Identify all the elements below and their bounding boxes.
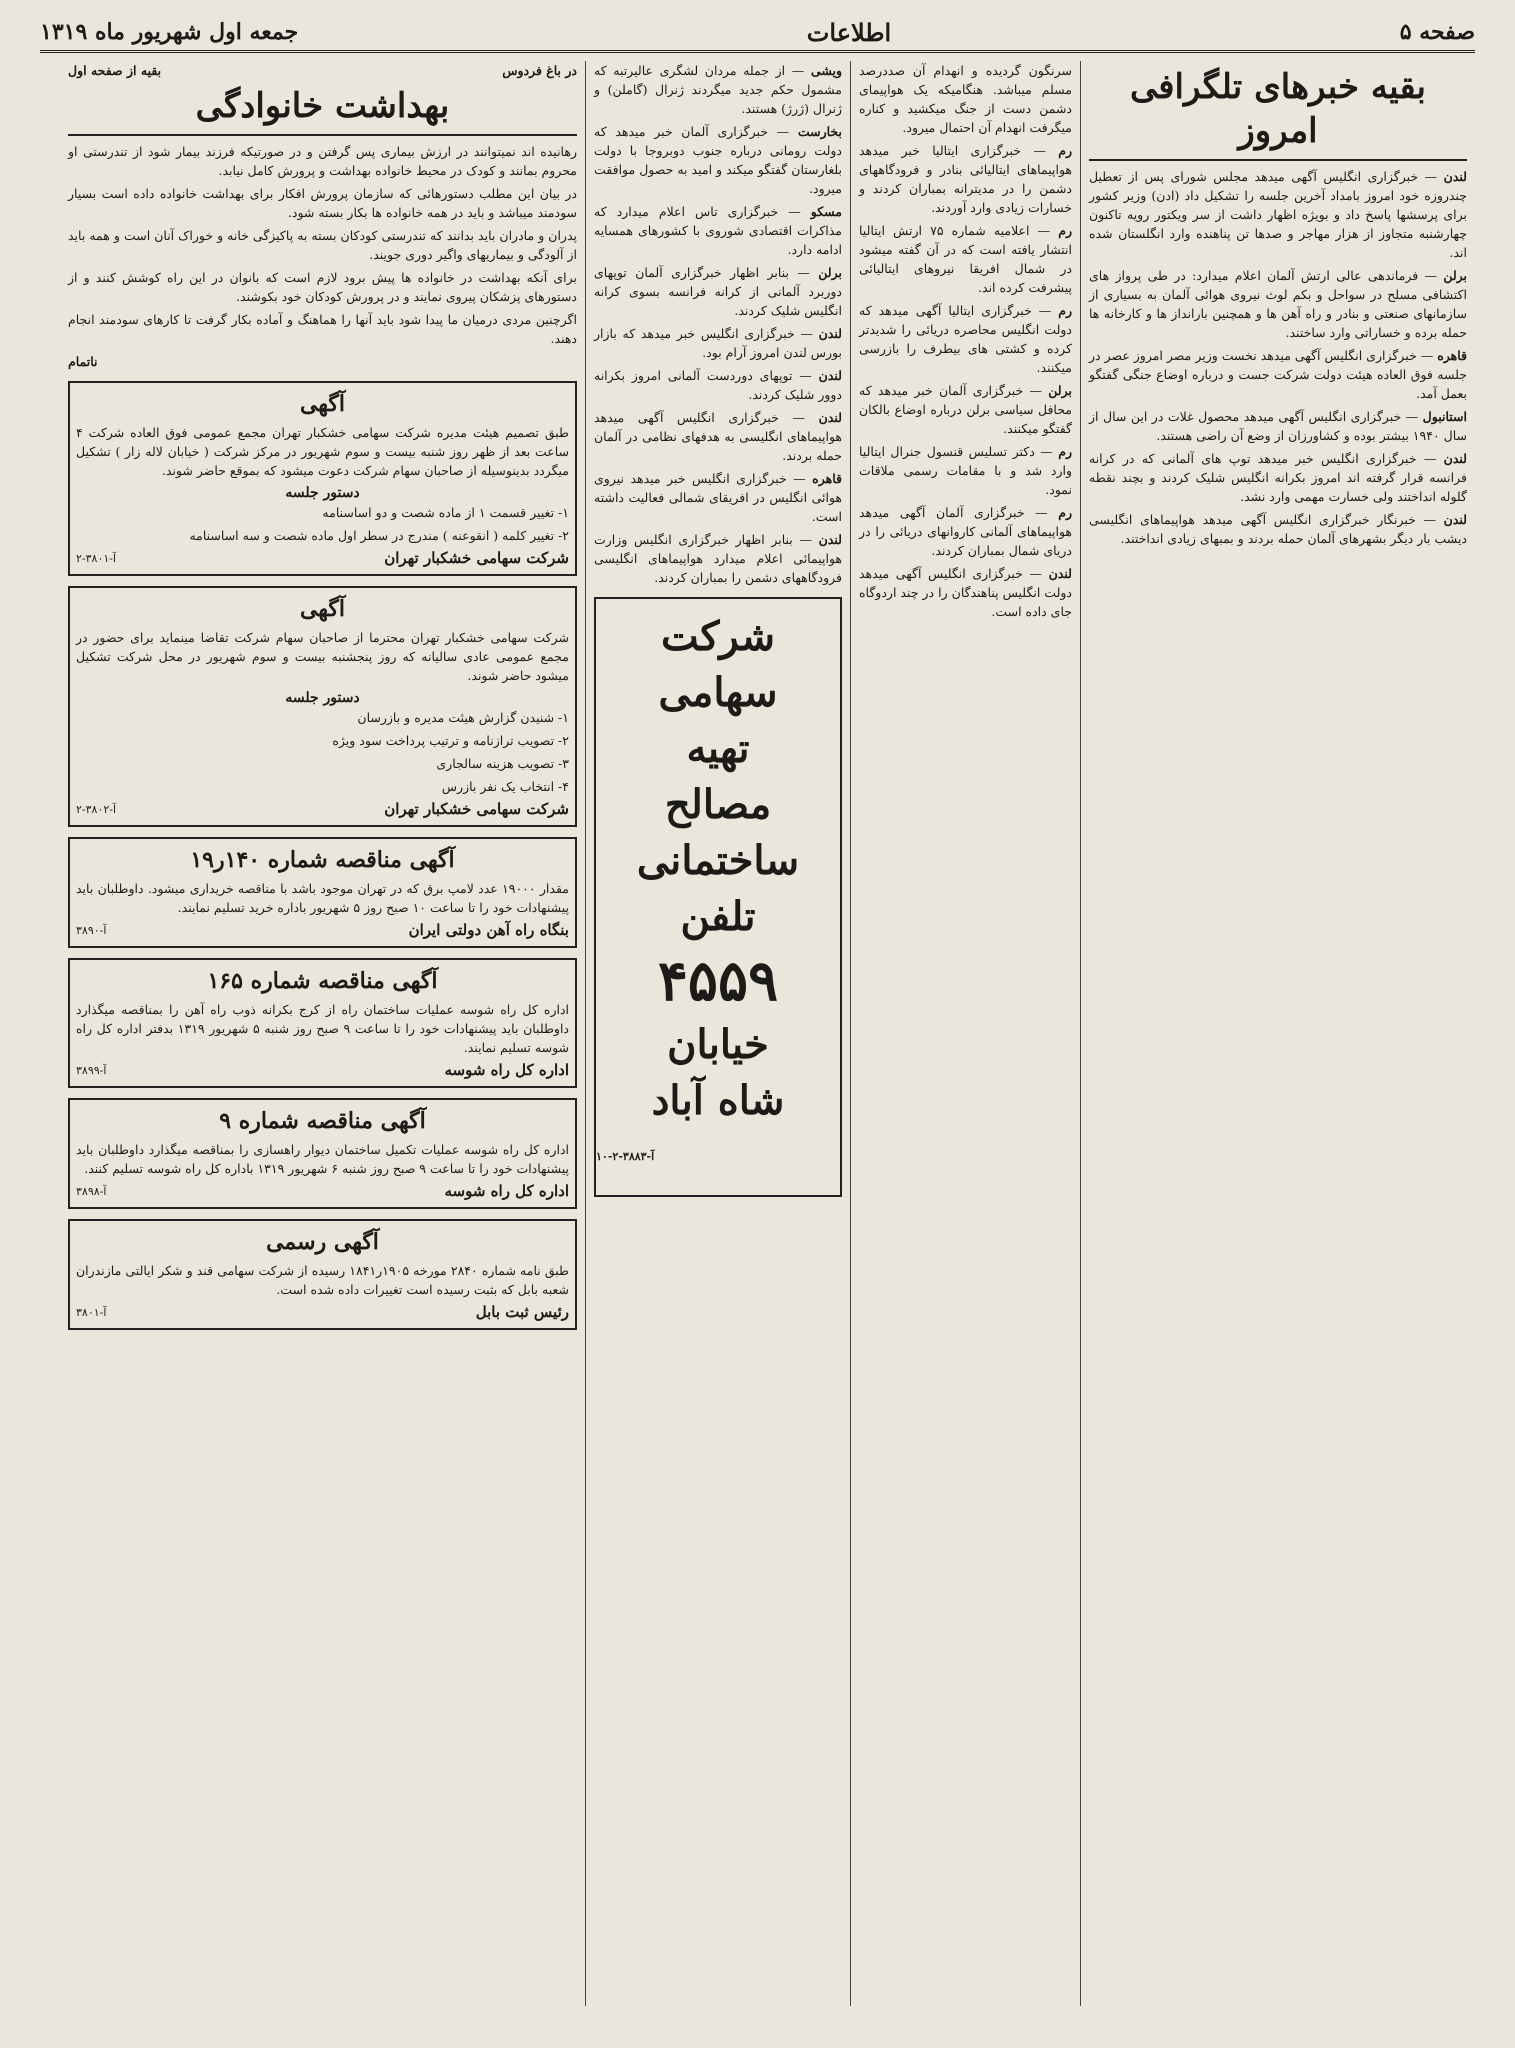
news-column-3 — [585, 61, 850, 2006]
dateline: رم — [1058, 303, 1072, 318]
telegram-headline: بقیه خبرهای تلگرافی امروز — [1089, 65, 1467, 161]
news-item: لندن — خبرگزاری انگلیس خبر میدهد توپ های آلمانی که در کرانه فرانسه قرار گرفته اند امروز بکرانه انگلیس شلیک کردند و بچند نقطه گلوله انداختند ولی خسارت مهمی وارد نشد. — [1089, 451, 1467, 504]
news-item: لندن — خبرگزاری انگلیس آگهی میدهد دولت انگلیس پناهندگان را در چند اردوگاه جای داده است. — [859, 566, 1072, 619]
news-item: رم — خبرگزاری آلمان آگهی میدهد هواپیماهای آلمانی کاروانهای دریائی را در دریای شمال بمباران کردند. — [859, 505, 1072, 558]
agenda-item: ۲- تصویب ترازنامه و ترتیب پرداخت سود ویژه — [332, 733, 569, 748]
article-signature: ناتمام — [68, 354, 98, 369]
news-text: خبرگزاری انگلیس آگهی میدهد دولت انگلیس پناهندگان را در چند اردوگاه جای داده است. — [859, 566, 1072, 619]
tender-9-ad — [68, 1098, 577, 1209]
news-item: رم — خبرگزاری ایتالیا خبر میدهد هواپیماهای ایتالیائی بنادر و فرودگاههای دشمن را در مدیترانه بمباران کردند و خسارات زیادی وارد آوردند. — [859, 143, 1072, 215]
dateline: لندن — [1443, 512, 1467, 527]
news-text: خبرگزاری ایتالیا آگهی میدهد که دولت انگلیس محاصره دریائی را شدیدتر کرده و کشتی های بیطرف را بازرسی میکنند. — [859, 303, 1072, 375]
dateline: لندن — [818, 326, 842, 341]
ad-body: شرکت سهامی خشکبار تهران محترما از صاحبان سهام شرکت تقاضا مینماید برای حضور در مجمع عمومی عادی سالیانه که روز پنجشنبه بیست و سوم شهریور در محل شرکت تشکیل میشود حاضر شوند. — [76, 630, 569, 683]
ad-footer — [76, 1061, 569, 1080]
article-paragraph: رهانیده اند نمیتوانند در ارزش بیماری پس گرفتن و در صورتیکه فرزند بیمار شود از تندرستی او محروم بمانند و کودک در محیط خانواده بهداشت و پرورش کامل نیابد. — [68, 144, 577, 178]
signatory: رئیس ثبت بابل — [475, 1303, 569, 1321]
news-text: فرماندهی عالی ارتش آلمان اعلام میدارد: در طی پرواز های اکتشافی مسلح در سواحل و بکم لوث نیروی هوائی آلمان به بسیاری از سازمانهای صنعتی و بنادر و راه آهن ها و همچنین بارانداز ها و کارخانه ها حمله برده و خساراتی وارد ساختند. — [1089, 268, 1467, 340]
ad-line: ساختمانی — [636, 837, 800, 884]
news-text: خبرگزاری آلمان آگهی میدهد هواپیماهای آلمانی کاروانهای دریائی را در دریای شمال بمباران کردند. — [859, 505, 1072, 558]
news-column-2 — [850, 61, 1080, 2006]
news-text: خبرگزاری تاس اعلام میدارد که مذاکرات اقتصادی شوروی با کشورهای همسایه ادامه دارد. — [594, 204, 842, 257]
news-text: دکتر تسلیس قنسول جنرال ایتالیا وارد شد و با مقامات رسمی ملاقات نمود. — [859, 444, 1072, 497]
company-name: اداره کل راه شوسه — [444, 1061, 569, 1079]
article-paragraph: برای آنکه بهداشت در خانواده ها پیش برود لازم است که بانوان در این راه کوشش کنند و از دستورهای پزشکان پیروی نمایند و در پرورش کودکان خود بکوشند. — [68, 270, 577, 304]
agenda-item: ۲- تغییر کلمه ( انقوعنه ) مندرج در سطر اول ماده شصت و سه اساسنامه — [189, 528, 569, 543]
notice-ad-1 — [68, 381, 577, 576]
tender-165-ad — [68, 958, 577, 1088]
news-item: لندن — توپهای دوردست آلمانی امروز بکرانه دوور شلیک کردند. — [594, 368, 842, 402]
news-text: خبرگزاری انگلیس خبر میدهد که بازار بورس لندن امروز آرام بود. — [594, 326, 842, 360]
news-item: بخارست — خبرگزاری آلمان خبر میدهد که دولت رومانی درباره جنوب دوبروجا با دولت بلغارستان گفتگو میکند و امید به حصول موافقت میرود. — [594, 124, 842, 196]
news-item: رم — اعلامیه شماره ۷۵ ارتش ایتالیا انتشار یافته است که در آن گفته میشود در شمال افریقا نیروهای ایتالیائی پیشرفت کرده اند. — [859, 223, 1073, 295]
ad-body: اداره کل راه شوسه عملیات ساختمان راه از کرج بکرانه ذوب راه آهن را بمناقصه میگذارد داوطلبان باید پیشنهادات خود را تا ساعت ۹ صبح روز شنبه ۵ شهریور ۱۳۱۹ بدفتر اداره کل راه شوسه تسلیم نمایند. — [76, 1002, 569, 1055]
news-item: برلن — فرماندهی عالی ارتش آلمان اعلام میدارد: در طی پرواز های اکتشافی مسلح در سواحل و بکم لوث نیروی هوائی آلمان به بسیاری از سازمانهای صنعتی و بنادر و راه آهن ها و همچنین بارانداز ها و کارخانه ها حمله برده و خساراتی وارد ساختند. — [1089, 268, 1468, 340]
tender-140-ad — [68, 837, 577, 948]
news-text: خبرگزاری انگلیس آگهی میدهد محصول غلات در این سال از سال ۱۹۴۰ بیشتر بوده و کشاورزان از وضع آن راضی هستند. — [1089, 409, 1467, 443]
ad-footer — [76, 1303, 569, 1322]
article-paragraph: پدران و مادران باید بدانند که تندرستی کودکان بسته به پاکیزگی خانه و خوراک آنان است و همه باید از آلودگی و بیماریهای واگیر دوری جویند. — [68, 228, 577, 262]
news-item: لندن — بنابر اظهار خبرگزاری انگلیس وزارت هواپیمائی اعلام میدارد هواپیماهای انگلیسی فرودگاههای دشمن را بمباران کردند. — [594, 532, 842, 585]
news-item: ویشی — از جمله مردان لشگری عالیرتبه که مشمول حکم جدید میگردند ژنرال (گاملن) و ژنرال (ژرژ) هستند. — [594, 63, 843, 116]
agenda-item: ۱- شنیدن گزارش هیئت مدیره و بازرسان — [357, 710, 569, 725]
news-text: خبرگزاری انگلیس آگهی میدهد نخست وزیر مصر امروز عصر در جلسه فوق العاده هیئت دولت شرکت جست و درباره اوضاع جنگی گفتگو بعمل آمد. — [1089, 348, 1467, 401]
news-item: برلن — خبرگزاری آلمان خبر میدهد که محافل سیاسی برلن درباره اوضاع بالکان گفتگو میکنند. — [859, 383, 1072, 436]
news-text: بنابر اظهار خبرگزاری آلمان توپهای دوربرد آلمانی از کرانه فرانسه بسوی کرانه انگلیس شلیک کردند. — [594, 265, 842, 318]
ad-footer — [76, 921, 569, 940]
ad-footer — [76, 800, 569, 819]
news-item: رم — خبرگزاری ایتالیا آگهی میدهد که دولت انگلیس محاصره دریائی را شدیدتر کرده و کشتی های بیطرف را بازرسی میکنند. — [859, 303, 1072, 375]
agenda-title: دستور جلسه — [285, 485, 360, 501]
ad-title: آگهی — [299, 391, 346, 417]
dateline: بخارست — [797, 124, 842, 139]
ad-code: آ-۳۸۹۰ — [76, 924, 107, 937]
news-item: استانبول — خبرگزاری انگلیس آگهی میدهد محصول غلات در این سال از سال ۱۹۴۰ بیشتر بوده و کشاورزان از وضع آن راضی هستند. — [1089, 409, 1467, 443]
news-text: خبرگزاری انگلیس خبر میدهد توپ های آلمانی که در کرانه فرانسه قرار گرفته اند امروز بکرانه انگلیس شلیک کردند و بچند نقطه گلوله انداختند ولی خسارت مهمی وارد نشد. — [1089, 451, 1467, 504]
ad-title: آگهی — [299, 596, 346, 622]
ad-title: آگهی مناقصه شماره ۹ — [219, 1108, 426, 1134]
ad-body: اداره کل راه شوسه عملیات تکمیل ساختمان دیوار راهسازی را بمناقصه میگذارد داوطلبان باید پیشنهادات خود را تا ساعت ۹ صبح روز شنبه ۶ شهریور ۱۳۱۹ باداره کل راه شوسه تسلیم کنند. — [76, 1142, 569, 1176]
news-item — [859, 61, 1072, 137]
ad-line: تهیه — [686, 725, 750, 772]
news-text: خبرگزاری آلمان خبر میدهد که محافل سیاسی برلن درباره اوضاع بالکان گفتگو میکنند. — [859, 383, 1072, 436]
company-name: شرکت سهامی خشکبار تهران — [384, 549, 569, 567]
news-text: بنابر اظهار خبرگزاری انگلیس وزارت هواپیمائی اعلام میدارد هواپیماهای انگلیسی فرودگاههای دشمن را بمباران کردند. — [594, 532, 842, 585]
article-column — [60, 61, 585, 2006]
ad-code: آ-۳۸۰۱-۲ — [76, 552, 117, 565]
ad-line: خیابان — [667, 1021, 769, 1068]
article-kicker: در باغ فردوس — [502, 63, 577, 78]
news-text: خبرنگار خبرگزاری انگلیس آگهی میدهد هواپیماهای انگلیسی دیشب بار دیگر بشهرهای آلمان حمله بردند و بمبهای زیادی انداختند. — [1089, 512, 1467, 546]
news-item: لندن — خبرگزاری انگلیس خبر میدهد که بازار بورس لندن امروز آرام بود. — [594, 326, 842, 360]
news-text: توپهای دوردست آلمانی امروز بکرانه دوور شلیک کردند. — [594, 368, 842, 402]
ad-title: آگهی رسمی — [266, 1229, 379, 1255]
page-number: صفحه ۵ — [1399, 19, 1475, 45]
news-item: قاهره — خبرگزاری انگلیس خبر میدهد نیروی هوائی انگلیس در افریقای شمالی فعالیت داشته است. — [594, 471, 842, 524]
ad-line: تلفن — [680, 893, 756, 940]
agenda-title: دستور جلسه — [285, 690, 360, 706]
ad-body: طبق تصمیم هیئت مدیره شرکت سهامی خشکبار تهران مجمع عمومی فوق العاده شرکت ۴ ساعت بعد از ظهر روز شنبه بیست و سوم شهریور در مرکز شرکت ( خیابان لاله زار ) تشکیل میگردد بدینوسیله از صاحبان سهام شرکت دعوت میشود که بموقع حاضر شوند. — [76, 425, 569, 478]
dateline: مسکو — [810, 204, 842, 219]
dateline: برلن — [1443, 268, 1468, 283]
ad-line: مصالح — [664, 781, 772, 828]
notice-ad-2 — [68, 586, 577, 827]
telegram-column — [1080, 61, 1475, 2006]
ad-footer — [76, 1182, 569, 1201]
ad-code: آ-۳۸۹۸ — [76, 1185, 107, 1198]
ad-code: آ-۳۸۹۹ — [76, 1064, 107, 1077]
article-paragraph: اگرچنین مردی درمیان ما پیدا شود باید آنها را هماهنگ و آماده بکار گرفت تا کارهای سودمند انجام دهند. — [68, 312, 577, 346]
ad-body: طبق نامه شماره ۲۸۴۰ مورخه ۱۹۰۵ر۱۸۴۱ رسیده از شرکت سهامی قند و شکر ایالتی مازندران شعبه بابل که بثبت رسیده است تغییرات داده شده است. — [76, 1263, 569, 1297]
news-item: رم — دکتر تسلیس قنسول جنرال ایتالیا وارد شد و با مقامات رسمی ملاقات نمود. — [859, 444, 1072, 497]
phone-number: ۴۵۵۹ — [657, 948, 779, 1014]
dateline: رم — [1058, 505, 1072, 520]
news-item: قاهره — خبرگزاری انگلیس آگهی میدهد نخست وزیر مصر امروز عصر در جلسه فوق العاده هیئت دولت شرکت جست و درباره اوضاع جنگی گفتگو بعمل آمد. — [1089, 348, 1468, 401]
dateline: لندن — [1443, 169, 1467, 184]
news-text: خبرگزاری انگلیس آگهی میدهد هواپیماهای انگلیسی به هدفهای نظامی در آلمان حمله بردند. — [594, 410, 842, 463]
ad-code: آ-۳۸۰۱ — [76, 1306, 107, 1319]
dateline: برلن — [1048, 383, 1072, 398]
company-name: بنگاه راه آهن دولتی ایران — [408, 921, 569, 939]
materials-company-ad — [594, 597, 842, 1197]
dateline: استانبول — [1422, 409, 1467, 424]
dateline: لندن — [1048, 566, 1072, 581]
ad-footer — [76, 549, 569, 568]
dateline: رم — [1058, 444, 1072, 459]
ad-line: سهامی — [658, 669, 778, 716]
news-text: خبرگزاری ایتالیا خبر میدهد هواپیماهای ایتالیائی بنادر و فرودگاههای دشمن را در مدیترانه بمباران کردند و خسارات زیادی وارد آوردند. — [859, 143, 1072, 215]
dateline: رم — [1058, 143, 1072, 158]
masthead — [40, 14, 1475, 53]
news-text: خبرگزاری آلمان خبر میدهد که دولت رومانی درباره جنوب دوبروجا با دولت بلغارستان گفتگو میکند و امید به حصول موافقت میرود. — [594, 124, 842, 196]
company-name: اداره کل راه شوسه — [444, 1182, 569, 1200]
paper-title: اطلاعات — [806, 17, 892, 47]
news-text: اعلامیه شماره ۷۵ ارتش ایتالیا انتشار یافته است که در آن گفته میشود در شمال افریقا نیروهای ایتالیائی پیشرفت کرده اند. — [859, 223, 1072, 295]
dateline: لندن — [1443, 451, 1467, 466]
ad-title: آگهی مناقصه شماره ۱۶۵ — [207, 968, 438, 994]
ad-line: شرکت — [661, 613, 775, 660]
company-name: شرکت سهامی خشکبار تهران — [384, 800, 569, 818]
official-notice-ad — [68, 1219, 577, 1330]
news-item: لندن — خبرگزاری انگلیس آگهی میدهد هواپیماهای انگلیسی به هدفهای نظامی در آلمان حمله بردند. — [594, 410, 842, 463]
dateline: ویشی — [810, 63, 843, 78]
agenda-item: ۳- تصویب هزینه سالجاری — [436, 756, 569, 771]
news-text: سرنگون گردیده و انهدام آن صددرصد مسلم میباشد. هنگامیکه یک هواپیمای دشمن دست از جنگ میکشید و کناره میگرفت انهدام آن احتمال میرود. — [859, 63, 1072, 135]
dateline: قاهره — [1437, 348, 1468, 363]
agenda-item: ۱- تغییر قسمت ۱ از ماده شصت و دو اساسنامه — [322, 505, 569, 520]
agenda-item: ۴- انتخاب یک نفر بازرس — [441, 779, 569, 794]
continued-label: بقیه از صفحه اول — [68, 63, 162, 78]
news-item: مسکو — خبرگزاری تاس اعلام میدارد که مذاکرات اقتصادی شوروی با کشورهای همسایه ادامه دارد. — [594, 204, 842, 257]
ad-code: آ-۳۸۸۳-۲-۱۰ — [596, 1150, 655, 1163]
dateline: برلن — [818, 265, 842, 280]
columns — [40, 61, 1475, 2006]
news-item: لندن — خبرنگار خبرگزاری انگلیس آگهی میدهد هواپیماهای انگلیسی دیشب بار دیگر بشهرهای آلمان حمله بردند و بمبهای زیادی انداختند. — [1089, 512, 1467, 546]
ad-title: آگهی مناقصه شماره ۱۴۰ر۱۹ — [190, 847, 455, 873]
dateline: قاهره — [812, 471, 842, 486]
dateline: لندن — [818, 368, 842, 383]
news-text: خبرگزاری انگلیس خبر میدهد نیروی هوائی انگلیس در افریقای شمالی فعالیت داشته است. — [594, 471, 842, 524]
article-header — [68, 61, 577, 80]
issue-date: جمعه اول شهریور ماه ۱۳۱۹ — [40, 19, 299, 45]
article-headline: بهداشت خانوادگی — [68, 84, 577, 136]
ad-line: شاه آباد — [651, 1077, 785, 1124]
news-item: لندن — خبرگزاری انگلیس آگهی میدهد مجلس شورای پس از تعطیل چندروزه خود امروز بامداد آخرین جلسه را تشکیل داد (ادن) وزیر کشور برای پرسشها پاسخ داد و بویژه اظهار داشت از سر ویکتور رویه تاکنون چهارشنبه متجاوز از هزار مهاجر و صدها تن پناهنده وارد انگلستان شده اند. — [1089, 169, 1467, 260]
news-text: خبرگزاری انگلیس آگهی میدهد مجلس شورای پس از تعطیل چندروزه خود امروز بامداد آخرین جلسه را تشکیل داد (ادن) وزیر کشور برای پرسشها پاسخ داد و بویژه اظهار داشت از سر ویکتور رویه تاکنون چهارشنبه متجاوز از هزار مهاجر و صدها تن پناهنده وارد انگلستان شده اند. — [1089, 169, 1467, 260]
ad-body: مقدار ۱۹۰۰۰ عدد لامپ برق که در تهران موجود باشد با مناقصه خریداری میشود. داوطلبان باید پیشنهادات خود را تا ساعت ۱۰ صبح روز ۵ شهریور باداره خرید تسلیم نمایند. — [76, 881, 569, 915]
news-text: از جمله مردان لشگری عالیرتبه که مشمول حکم جدید میگردند ژنرال (گاملن) و ژنرال (ژرژ) هستند. — [594, 63, 842, 116]
dateline: لندن — [818, 532, 842, 547]
dateline: لندن — [818, 410, 842, 425]
ad-code: آ-۳۸۰۲-۲ — [76, 803, 117, 816]
dateline: رم — [1058, 223, 1073, 238]
news-item: برلن — بنابر اظهار خبرگزاری آلمان توپهای دوربرد آلمانی از کرانه فرانسه بسوی کرانه انگلیس شلیک کردند. — [594, 265, 842, 318]
article-paragraph: در بیان این مطلب دستورهائی که سازمان پرورش افکار برای بهداشت خانواده داده است بسیار سودمند میباشد و باید در همه خانواده ها بکار بسته شود. — [68, 186, 577, 220]
